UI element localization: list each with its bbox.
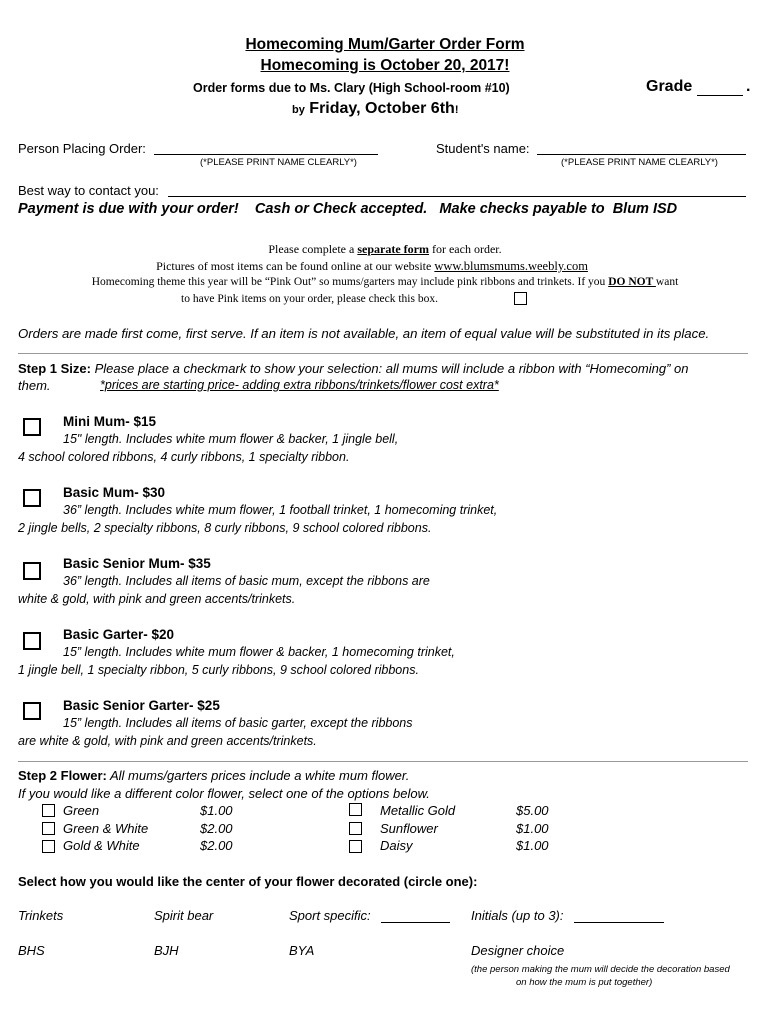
flower-option: Metallic Gold — [380, 803, 456, 818]
website-link[interactable]: www.blumsmums.weebly.com — [434, 259, 588, 273]
garter-desc: 15” length. Includes white mum flower & backer, 1 homecoming trinket, — [63, 645, 455, 659]
garter-checkbox[interactable] — [23, 632, 41, 650]
option-bya[interactable]: BYA — [289, 943, 315, 958]
step1-instructions: Step 1 Size: Please place a checkmark to show your selection: all mums will include a ribbon with “Homecoming” on — [18, 361, 689, 376]
flower-price: $1.00 — [516, 838, 549, 853]
flower-price: $2.00 — [200, 821, 233, 836]
flower-option: Green & White — [63, 821, 149, 836]
gold-white-checkbox[interactable] — [42, 840, 55, 853]
student-note: (*PLEASE PRINT NAME CLEARLY*) — [561, 157, 718, 168]
senior-garter-desc-2: are white & gold, with pink and green accents/trinkets. — [18, 734, 317, 748]
option-spirit-bear[interactable]: Spirit bear — [154, 908, 214, 923]
flower-price: $2.00 — [200, 838, 233, 853]
flower-price: $1.00 — [200, 803, 233, 818]
mini-mum-desc: 15" length. Includes white mum flower & backer, 1 jingle bell, — [63, 432, 399, 446]
form-title: Homecoming Mum/Garter Order Form — [245, 36, 525, 53]
step2-instructions: Step 2 Flower: All mums/garters prices include a white mum flower. — [18, 768, 410, 783]
metallic-gold-checkbox[interactable] — [349, 803, 362, 816]
initials-field[interactable] — [574, 922, 664, 923]
option-bjh[interactable]: BJH — [154, 943, 179, 958]
senior-mum-desc: 36” length. Includes all items of basic mum, except the ribbons are — [63, 574, 430, 588]
payment-line: Payment is due with your order! Cash or Check accepted. Make checks payable to Blum ISD — [18, 201, 678, 217]
senior-mum-checkbox[interactable] — [23, 562, 41, 580]
pink-out-note: Homecoming theme this year will be “Pink Out” so mums/garters may include pink ribbons and trinkets. If you DO NOT want — [91, 276, 679, 288]
no-pink-checkbox[interactable] — [514, 292, 527, 305]
option-bhs[interactable]: BHS — [18, 943, 45, 958]
option-initials[interactable]: Initials (up to 3): — [471, 908, 564, 923]
student-field[interactable] — [537, 154, 746, 155]
basic-mum-checkbox[interactable] — [23, 489, 41, 507]
designer-note-2: on how the mum is put together) — [516, 977, 653, 988]
homecoming-date: Homecoming is October 20, 2017! — [260, 57, 510, 74]
contact-field[interactable] — [168, 196, 746, 197]
flower-option: Sunflower — [380, 821, 438, 836]
person-label: Person Placing Order: — [18, 141, 146, 156]
green-white-checkbox[interactable] — [42, 822, 55, 835]
student-label: Student's name: — [436, 141, 530, 156]
grade-label: Grade — [646, 78, 693, 95]
option-designer-choice[interactable]: Designer choice — [471, 943, 565, 958]
basic-mum-title: Basic Mum- $30 — [63, 485, 166, 500]
green-checkbox[interactable] — [42, 804, 55, 817]
pink-out-note-2: to have Pink items on your order, please check this box. — [181, 293, 438, 305]
senior-garter-desc: 15” length. Includes all items of basic garter, except the ribbons — [63, 716, 413, 730]
person-note: (*PLEASE PRINT NAME CLEARLY*) — [200, 157, 357, 168]
center-heading: Select how you would like the center of your flower decorated (circle one): — [18, 874, 478, 889]
divider-2 — [18, 761, 748, 762]
basic-mum-desc: 36” length. Includes white mum flower, 1 football trinket, 1 homecoming trinket, — [63, 503, 498, 517]
price-note: *prices are starting price- adding extra ribbons/trinkets/flower cost extra* — [100, 378, 499, 392]
contact-label: Best way to contact you: — [18, 183, 159, 198]
mini-mum-title: Mini Mum- $15 — [63, 414, 157, 429]
separate-form-note: Please complete a separate form for each order. — [268, 242, 502, 256]
first-come-note: Orders are made first come, first serve. If an item is not available, an item of equal value will be substituted in its place. — [18, 326, 710, 341]
person-field[interactable] — [154, 154, 378, 155]
due-date-line: by Friday, October 6th! — [292, 100, 459, 117]
garter-title: Basic Garter- $20 — [63, 627, 175, 642]
flower-option: Green — [63, 803, 100, 818]
divider — [18, 353, 748, 354]
mini-mum-desc-2: 4 school colored ribbons, 4 curly ribbons, 1 specialty ribbon. — [18, 450, 350, 464]
designer-note: (the person making the mum will decide the decoration based — [471, 964, 730, 975]
flower-option: Gold & White — [63, 838, 140, 853]
website-note: Pictures of most items can be found online at our website www.blumsmums.weebly.com — [156, 259, 588, 273]
senior-garter-checkbox[interactable] — [23, 702, 41, 720]
senior-garter-title: Basic Senior Garter- $25 — [63, 698, 220, 713]
sunflower-checkbox[interactable] — [349, 822, 362, 835]
mini-mum-checkbox[interactable] — [23, 418, 41, 436]
step1-them: them. — [18, 378, 51, 393]
basic-mum-desc-2: 2 jingle bells, 2 specialty ribbons, 8 curly ribbons, 9 school colored ribbons. — [18, 521, 432, 535]
sport-specific-field[interactable] — [381, 922, 450, 923]
daisy-checkbox[interactable] — [349, 840, 362, 853]
grade-period: . — [746, 78, 751, 95]
senior-mum-desc-2: white & gold, with pink and green accents/trinkets. — [18, 592, 296, 606]
grade-field[interactable] — [697, 95, 743, 96]
flower-price: $1.00 — [516, 821, 549, 836]
flower-price: $5.00 — [516, 803, 549, 818]
option-sport-specific[interactable]: Sport specific: — [289, 908, 371, 923]
due-line: Order forms due to Ms. Clary (High School-room #10) — [193, 81, 510, 95]
option-trinkets[interactable]: Trinkets — [18, 908, 64, 923]
step2-instructions-2: If you would like a different color flower, select one of the options below. — [18, 786, 430, 801]
flower-option: Daisy — [380, 838, 413, 853]
garter-desc-2: 1 jingle bell, 1 specialty ribbon, 5 curly ribbons, 9 school colored ribbons. — [18, 663, 419, 677]
senior-mum-title: Basic Senior Mum- $35 — [63, 556, 211, 571]
due-date: Friday, October 6th — [309, 100, 455, 117]
